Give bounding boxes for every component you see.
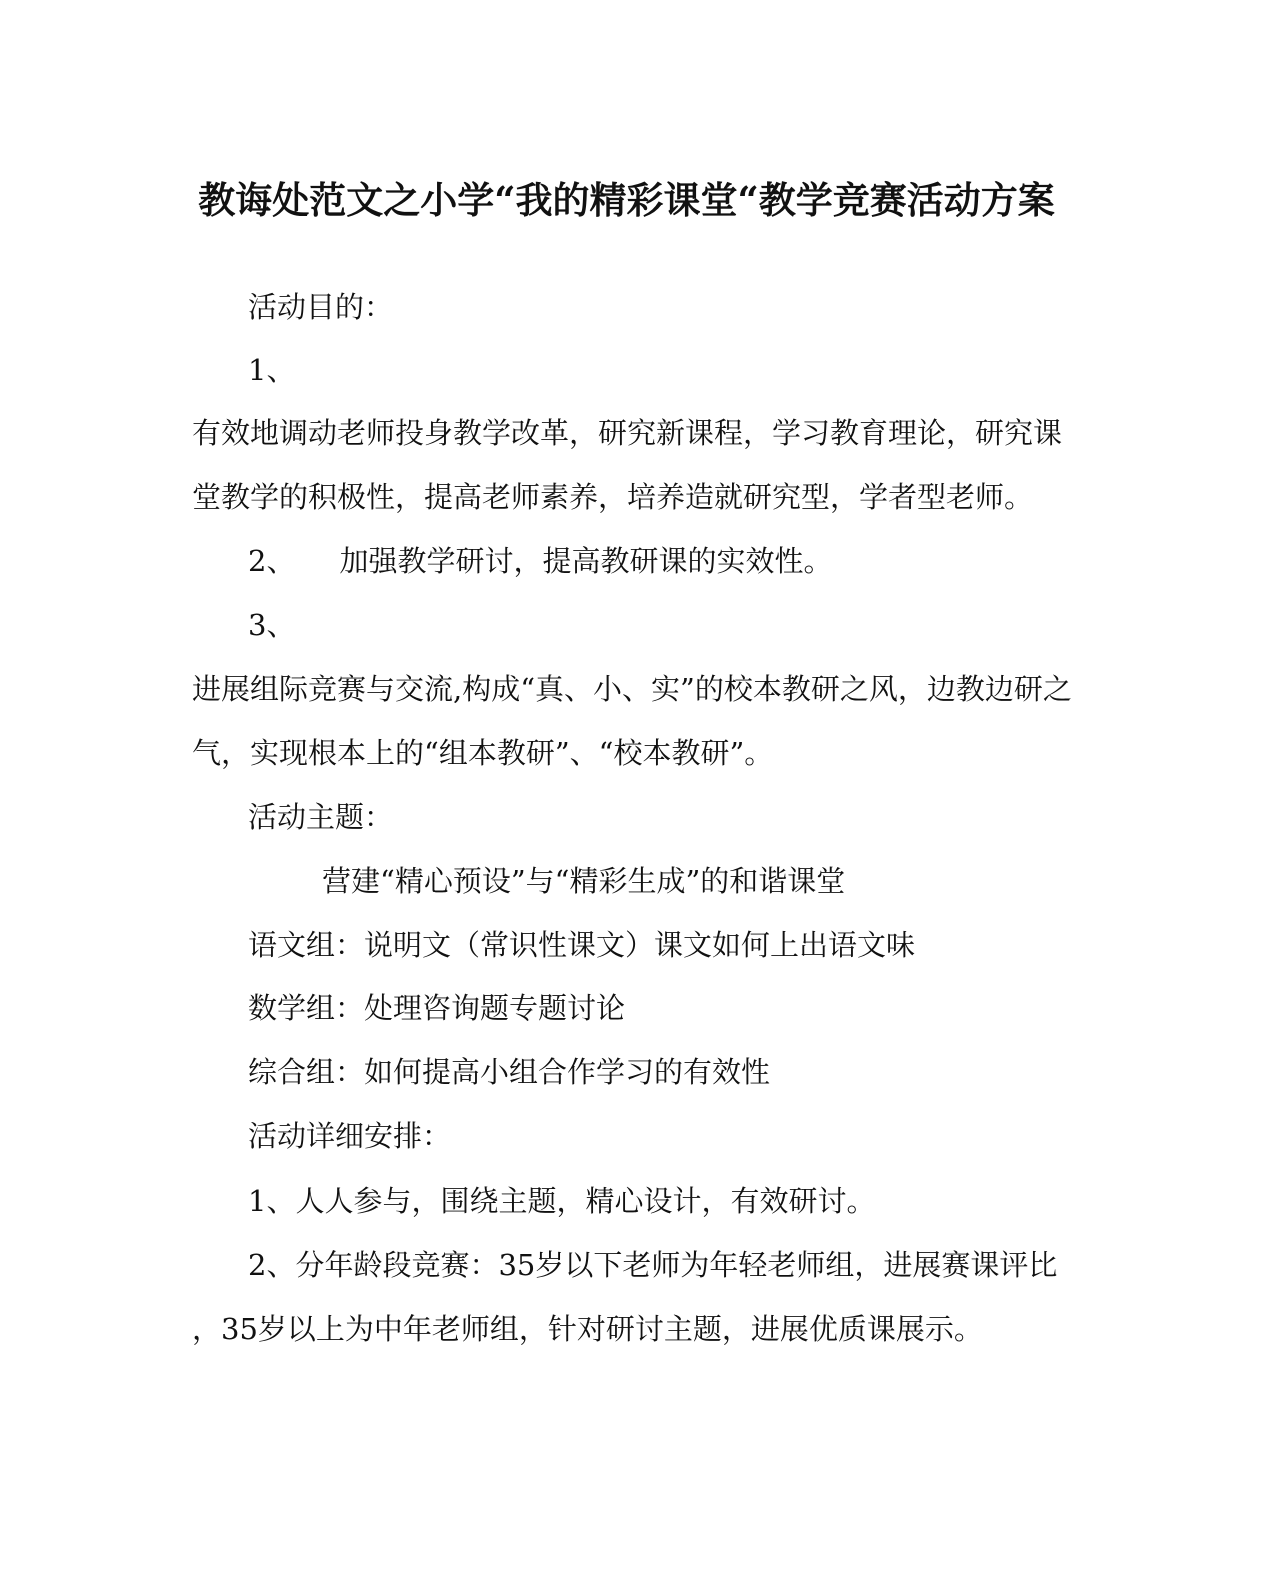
purpose-item2-number: 2、 <box>248 544 296 578</box>
theme-main: 营建“精心预设”与“精彩生成”的和谐课堂 <box>322 864 846 898</box>
theme-math-group: 数学组：处理咨询题专题讨论 <box>248 991 626 1025</box>
purpose-item1-number: 1、 <box>248 353 296 387</box>
purpose-item1-line1: 有效地调动老师投身教学改革，研究新课程，学习教育理论，研究课 <box>192 416 1063 450</box>
purpose-heading: 活动目的： <box>248 290 394 324</box>
purpose-item3-line2: 气，实现根本上的“组本教研”、“校本教研”。 <box>192 736 774 770</box>
arrangement-item1: 1、人人参与，围绕主题，精心设计，有效研讨。 <box>248 1184 876 1218</box>
arrangement-item2-line1: 2、分年龄段竞赛：35岁以下老师为年轻老师组，进展赛课评比 <box>248 1248 1058 1282</box>
theme-chinese-group: 语文组：说明文（常识性课文）课文如何上出语文味 <box>248 928 916 962</box>
purpose-item1-line2: 堂教学的积极性，提高老师素养，培养造就研究型，学者型老师。 <box>192 480 1034 514</box>
document-title: 教诲处范文之小学“我的精彩课堂“教学竞赛活动方案 <box>198 178 1055 222</box>
purpose-item2-text: 加强教学研讨，提高教研课的实效性。 <box>339 544 833 578</box>
purpose-item3-line1: 进展组际竞赛与交流,构成“真、小、实”的校本教研之风，边教边研之 <box>192 672 1072 706</box>
purpose-item3-number: 3、 <box>248 608 296 642</box>
arrangement-heading: 活动详细安排： <box>248 1119 452 1153</box>
theme-comprehensive-group: 综合组：如何提高小组合作学习的有效性 <box>248 1055 771 1089</box>
arrangement-item2-line2: ，35岁以上为中年老师组，针对研讨主题，进展优质课展示。 <box>192 1312 983 1346</box>
theme-heading: 活动主题： <box>248 800 394 834</box>
purpose-item2 <box>248 544 832 578</box>
